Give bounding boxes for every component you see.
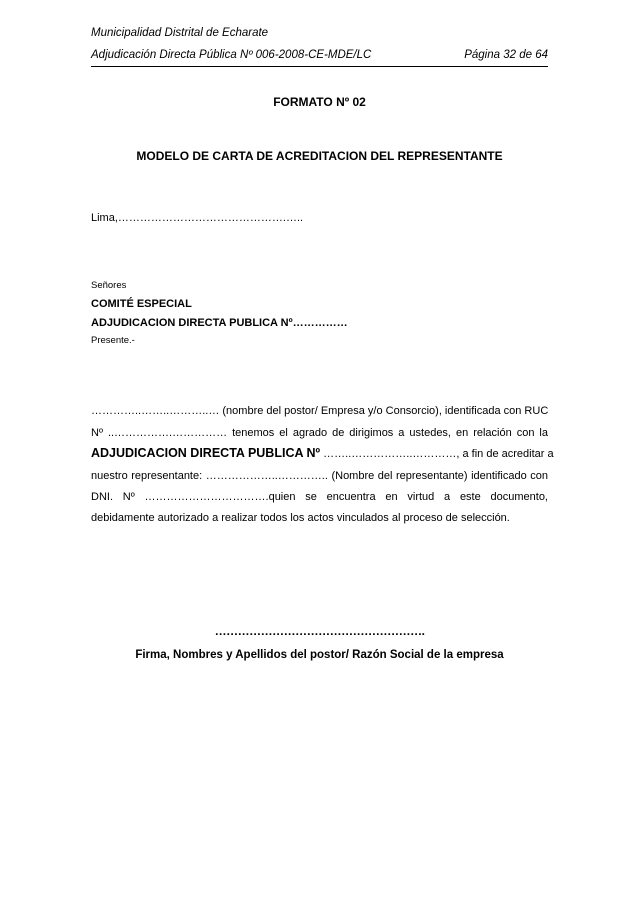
adjudication-reference: ADJUDICACION DIRECTA PUBLICA Nº…………… <box>91 317 348 329</box>
body-line-6: debidamente autorizado a realizar todos los actos vinculados al proceso de selección. <box>91 512 510 524</box>
body-line-5: DNI. Nº …………………………….quien se encuentra en virtud a este documento, <box>91 491 548 503</box>
body-line-1: …………..……..………..… (nombre del postor/ Empresa y/o Consorcio), identificada con RUC <box>91 405 549 417</box>
model-title: MODELO DE CARTA DE ACREDITACION DEL REPRESENTANTE <box>136 149 503 163</box>
committee-name: COMITÉ ESPECIAL <box>91 298 192 310</box>
body-line-3-rest: ……..……………..…………, a fin de acreditar a <box>320 448 554 460</box>
signature-caption: Firma, Nombres y Apellidos del postor/ Razón Social de la empresa <box>135 649 504 661</box>
header-divider <box>91 66 548 67</box>
signature-line: ………………………………………………. <box>214 624 425 638</box>
header-organization: Municipalidad Distrital de Echarate <box>91 27 269 39</box>
body-line-4: nuestro representante: ………………..………….. (Nombre del representante) identificado con <box>91 470 548 482</box>
salutation: Señores <box>91 280 127 291</box>
place-date-line: Lima,……………………………………….….. <box>91 212 304 224</box>
header-page-number: Página 32 de 64 <box>464 49 548 61</box>
header-process-ref: Adjudicación Directa Pública Nº 006-2008-CE-MDE/LC <box>91 49 372 61</box>
presente-line: Presente.- <box>91 335 135 346</box>
format-title: FORMATO Nº 02 <box>273 95 366 109</box>
body-line-3-bold: ADJUDICACION DIRECTA PUBLICA Nº <box>91 446 321 460</box>
body-line-3 <box>91 446 554 460</box>
body-line-2: Nº ..…………….…………… tenemos el agrado de dirigimos a ustedes, en relación con la <box>91 427 548 439</box>
header-row <box>91 49 548 65</box>
